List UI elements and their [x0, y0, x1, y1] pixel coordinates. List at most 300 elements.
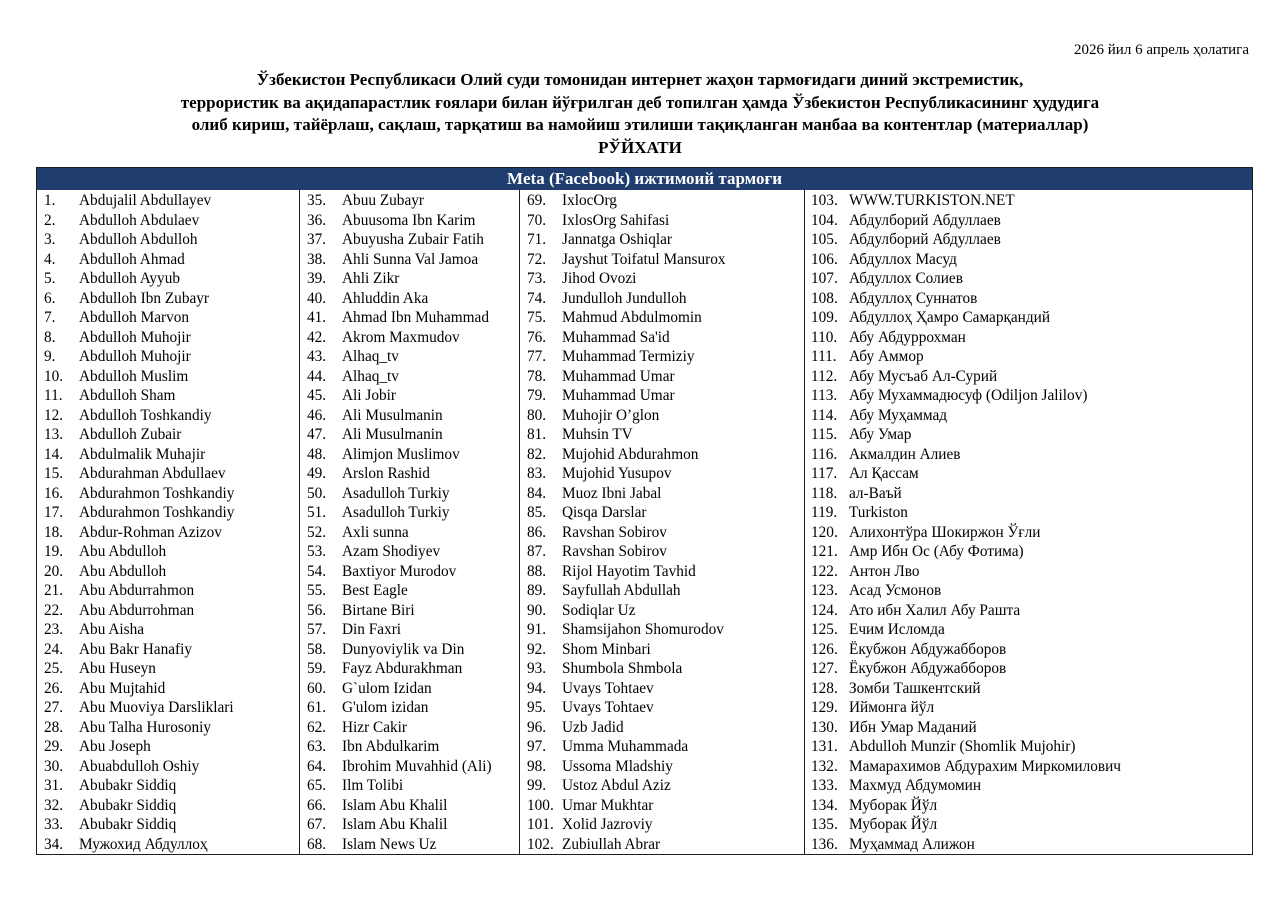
item-name: Abdulloh Marvon [79, 309, 190, 326]
list-item [300, 698, 519, 718]
list-item [805, 464, 1252, 484]
list-item [520, 230, 804, 250]
item-number: 27. [44, 699, 64, 716]
list-item [300, 211, 519, 231]
item-number: 4. [44, 250, 56, 268]
list-item [300, 503, 519, 523]
item-name: Ечим Исломда [849, 621, 945, 638]
list-item [37, 367, 299, 387]
item-name: Abdulmalik Muhajir [79, 445, 206, 463]
item-name: Акмалдин Алиев [849, 445, 961, 463]
title-line: террористик ва ақидапарастлик ғоялари билан йўғрилган деб топилган ҳамда Ўзбекистон Республикасининг ҳудудига [180, 92, 1100, 112]
item-name: Абу Аммор [849, 348, 924, 365]
item-name: Islam News Uz [342, 835, 437, 853]
item-name: IxlocOrg [562, 192, 617, 209]
list-item [37, 835, 299, 855]
item-number: 35. [307, 192, 327, 209]
list-item [300, 269, 519, 289]
item-name: Ussoma Mladshiy [562, 757, 673, 775]
item-number: 39. [307, 270, 327, 287]
list-item [805, 191, 1252, 211]
list-item [520, 328, 804, 348]
item-number: 52. [307, 523, 327, 541]
table-columns [37, 190, 1252, 854]
item-name: Абу Абдуррохман [849, 328, 966, 346]
item-number: 9. [44, 348, 56, 365]
item-name: Абдуллох Солиев [849, 270, 963, 287]
item-number: 14. [44, 445, 64, 463]
list-item [37, 289, 299, 309]
item-name: Muhammad Sa'id [562, 328, 670, 346]
item-name: Muhsin TV [562, 426, 633, 443]
item-number: 80. [527, 406, 547, 424]
item-name: Muhojir O’glon [562, 406, 660, 424]
list-item [520, 269, 804, 289]
item-number: 17. [44, 504, 64, 521]
item-number: 98. [527, 757, 547, 775]
item-number: 108. [811, 289, 838, 307]
item-name: Ali Musulmanin [342, 426, 443, 443]
item-number: 128. [811, 679, 838, 697]
list-item [300, 640, 519, 660]
item-name: Mujohid Yusupov [562, 465, 672, 482]
list-item [805, 523, 1252, 543]
item-number: 19. [44, 543, 64, 560]
item-number: 103. [811, 192, 838, 209]
list-item [37, 562, 299, 582]
section-header: Meta (Facebook) ижтимоий тармоғи [37, 168, 1252, 190]
item-number: 54. [307, 562, 327, 580]
list-item [520, 679, 804, 699]
list-item [805, 367, 1252, 387]
list-item [520, 718, 804, 738]
item-name: Jundulloh Jundulloh [562, 289, 687, 307]
list-item [805, 718, 1252, 738]
list-item [37, 191, 299, 211]
item-number: 58. [307, 640, 327, 658]
item-name: Abu Mujtahid [79, 679, 166, 697]
item-number: 135. [811, 816, 838, 833]
item-number: 33. [44, 816, 64, 833]
item-name: Абу Мусъаб Ал-Сурий [849, 367, 998, 385]
item-name: Ёкубжон Абдужабборов [849, 640, 1007, 658]
list-item [300, 425, 519, 445]
item-name: Abdulloh Muhojir [79, 348, 191, 365]
item-number: 10. [44, 367, 64, 385]
list-item [520, 425, 804, 445]
item-number: 37. [307, 231, 327, 248]
title-line: олиб кириш, тайёрлаш, сақлаш, тарқатиш ва намойиш этилиши тақиқланган манбаа ва контентлар (материаллар) [191, 115, 1089, 134]
item-name: Uzb Jadid [562, 718, 624, 736]
list-item [805, 406, 1252, 426]
item-number: 107. [811, 270, 838, 287]
item-name: Axli sunna [342, 523, 409, 541]
list-item [37, 406, 299, 426]
list-item [37, 386, 299, 406]
item-name: Абдуллоҳ Суннатов [849, 289, 978, 307]
list-item [37, 328, 299, 348]
item-name: Rijol Hayotim Tavhid [562, 562, 696, 580]
item-name: Umma Muhammada [562, 738, 689, 755]
item-number: 36. [307, 211, 327, 229]
item-number: 48. [307, 445, 327, 463]
item-name: Абдулборий Абдуллаев [849, 211, 1001, 229]
list-item [520, 386, 804, 406]
item-name: Муборак Йўл [849, 816, 938, 833]
list-item [520, 523, 804, 543]
item-number: 117. [811, 465, 838, 482]
list-item [805, 835, 1252, 855]
list-item [520, 601, 804, 621]
list-item [300, 191, 519, 211]
item-name: Mahmud Abdulmomin [562, 309, 702, 326]
item-name: Abdulloh Abdulaev [79, 211, 200, 229]
list-item [300, 386, 519, 406]
list-item [805, 386, 1252, 406]
list-item [805, 484, 1252, 504]
table-column [37, 190, 299, 854]
list-item [300, 347, 519, 367]
item-name: Sayfullah Abdullah [562, 582, 681, 599]
item-number: 129. [811, 699, 838, 716]
item-name: Мамарахимов Абдурахим Миркомилович [849, 757, 1121, 775]
list-item [805, 757, 1252, 777]
item-name: Abu Muoviya Darsliklari [79, 699, 234, 716]
item-number: 136. [811, 835, 838, 853]
item-number: 7. [44, 309, 56, 326]
item-name: Abdurahmon Toshkandiy [79, 484, 235, 502]
item-number: 69. [527, 192, 547, 209]
item-number: 68. [307, 835, 327, 853]
list-item [37, 211, 299, 231]
list-item [300, 620, 519, 640]
item-number: 21. [44, 582, 64, 599]
item-name: Turkiston [849, 504, 908, 521]
list-item [520, 796, 804, 816]
item-name: Xolid Jazroviy [562, 816, 653, 833]
list-item [805, 445, 1252, 465]
list-item [37, 445, 299, 465]
list-item [520, 308, 804, 328]
list-item [37, 620, 299, 640]
item-name: Abu Abdulloh [79, 562, 167, 580]
item-number: 71. [527, 231, 547, 248]
item-number: 104. [811, 211, 838, 229]
list-item [520, 484, 804, 504]
item-number: 12. [44, 406, 64, 424]
item-name: WWW.TURKISTON.NET [849, 192, 1015, 209]
item-name: Abdulloh Muslim [79, 367, 189, 385]
item-number: 94. [527, 679, 547, 697]
list-item [37, 425, 299, 445]
list-item [520, 211, 804, 231]
list-item [805, 347, 1252, 367]
item-number: 125. [811, 621, 838, 638]
item-name: Абу Умар [849, 426, 912, 443]
item-number: 45. [307, 387, 327, 404]
list-item [37, 776, 299, 796]
item-number: 47. [307, 426, 327, 443]
list-item [37, 464, 299, 484]
item-name: Abdulloh Sham [79, 387, 176, 404]
list-item [37, 269, 299, 289]
item-number: 124. [811, 601, 838, 619]
item-number: 1. [44, 192, 56, 209]
item-name: Абдулборий Абдуллаев [849, 231, 1001, 248]
item-name: Abu Bakr Hanafiy [79, 640, 192, 658]
item-name: Alimjon Muslimov [342, 445, 460, 463]
item-name: Иймонга йўл [849, 699, 935, 716]
item-number: 32. [44, 796, 64, 814]
item-number: 59. [307, 660, 327, 677]
item-name: Махмуд Абдумомин [849, 777, 982, 794]
list-item [805, 601, 1252, 621]
item-name: Абдуллоҳ Ҳамро Самарқандий [849, 309, 1051, 326]
item-name: Ahluddin Aka [342, 289, 429, 307]
item-number: 106. [811, 250, 838, 268]
item-number: 28. [44, 718, 64, 736]
item-number: 84. [527, 484, 547, 502]
item-number: 88. [527, 562, 547, 580]
list-item [300, 308, 519, 328]
item-number: 74. [527, 289, 547, 307]
item-number: 116. [811, 445, 838, 463]
title-line: РЎЙХАТИ [598, 137, 682, 157]
item-name: Ibrohim Muvahhid (Ali) [342, 757, 492, 775]
item-number: 61. [307, 699, 327, 716]
list-table [36, 167, 1253, 855]
list-item [300, 289, 519, 309]
item-number: 87. [527, 543, 547, 560]
item-number: 133. [811, 777, 838, 794]
item-number: 2. [44, 211, 56, 229]
date-line: 2026 йил 6 апрель ҳолатига [1074, 42, 1249, 58]
list-item [520, 757, 804, 777]
list-item [300, 601, 519, 621]
list-item [37, 737, 299, 757]
list-item [300, 367, 519, 387]
item-name: IxlosOrg Sahifasi [562, 211, 670, 229]
list-item [37, 815, 299, 835]
item-name: Azam Shodiyev [342, 543, 441, 560]
list-item [805, 308, 1252, 328]
item-name: Best Eagle [342, 582, 408, 599]
list-item [520, 289, 804, 309]
item-name: Abdulloh Zubair [79, 426, 182, 443]
item-number: 51. [307, 504, 327, 521]
item-name: Shamsijahon Shomurodov [562, 621, 724, 638]
item-name: Амр Ибн Ос (Абу Фотима) [849, 543, 1024, 560]
item-number: 90. [527, 601, 547, 619]
item-number: 126. [811, 640, 838, 658]
list-item [37, 757, 299, 777]
item-name: Ahli Sunna Val Jamoa [342, 250, 479, 268]
item-name: Abuusoma Ibn Karim [342, 211, 476, 229]
item-number: 64. [307, 757, 327, 775]
list-item [37, 542, 299, 562]
item-name: Jayshut Toifatul Mansurox [562, 250, 726, 268]
item-number: 118. [811, 484, 838, 502]
item-name: Uvays Tohtaev [562, 679, 654, 697]
item-number: 42. [307, 328, 327, 346]
item-name: Fayz Abdurakhman [342, 660, 463, 677]
list-item [300, 542, 519, 562]
item-name: Антон Лво [849, 562, 920, 580]
item-number: 105. [811, 231, 838, 248]
item-number: 73. [527, 270, 547, 287]
list-item [520, 191, 804, 211]
item-number: 31. [44, 777, 64, 794]
item-name: Umar Mukhtar [562, 796, 654, 814]
item-number: 62. [307, 718, 327, 736]
list-item [805, 620, 1252, 640]
item-number: 122. [811, 562, 838, 580]
list-item [37, 581, 299, 601]
list-item [300, 445, 519, 465]
item-name: Алихонтўра Шокиржон Ўғли [849, 523, 1041, 541]
item-name: Abdujalil Abdullayev [79, 192, 212, 209]
list-item [805, 328, 1252, 348]
list-item [300, 523, 519, 543]
item-number: 49. [307, 465, 327, 482]
item-number: 82. [527, 445, 547, 463]
item-name: Abuu Zubayr [342, 192, 424, 209]
item-name: Абдуллох Масуд [849, 250, 957, 268]
item-number: 41. [307, 309, 327, 326]
item-number: 13. [44, 426, 64, 443]
list-item [805, 250, 1252, 270]
list-item [300, 757, 519, 777]
item-name: Abu Huseyn [79, 660, 156, 677]
item-name: Ёкубжон Абдужабборов [849, 660, 1007, 677]
list-item [37, 659, 299, 679]
item-number: 85. [527, 504, 547, 521]
item-name: Uvays Tohtaev [562, 699, 654, 716]
item-name: Муҳаммад Алижон [849, 835, 975, 853]
item-name: Ато ибн Халил Абу Рашта [849, 601, 1021, 619]
list-item [37, 503, 299, 523]
item-name: Baxtiyor Murodov [342, 562, 457, 580]
list-item [520, 776, 804, 796]
list-item [520, 620, 804, 640]
list-item [520, 835, 804, 855]
item-number: 26. [44, 679, 64, 697]
item-name: Ahmad Ibn Muhammad [342, 309, 489, 326]
item-number: 34. [44, 835, 64, 853]
item-name: Alhaq_tv [342, 367, 399, 385]
item-number: 60. [307, 679, 327, 697]
item-name: Abubakr Siddiq [79, 777, 177, 794]
list-item [37, 679, 299, 699]
list-item [37, 484, 299, 504]
item-number: 66. [307, 796, 327, 814]
item-number: 20. [44, 562, 64, 580]
item-name: Abdulloh Munzir (Shomlik Mujohir) [849, 738, 1076, 755]
item-number: 75. [527, 309, 547, 326]
item-number: 44. [307, 367, 327, 385]
item-number: 112. [811, 367, 838, 385]
item-name: Ибн Умар Маданий [849, 718, 977, 736]
item-number: 70. [527, 211, 547, 229]
item-number: 15. [44, 465, 64, 482]
list-item [520, 659, 804, 679]
item-number: 11. [44, 387, 63, 404]
item-name: Abubakr Siddiq [79, 796, 177, 814]
item-name: Shumbola Shmbola [562, 660, 683, 677]
list-item [520, 581, 804, 601]
list-item [300, 464, 519, 484]
item-number: 79. [527, 387, 547, 404]
list-item [805, 425, 1252, 445]
list-item [300, 815, 519, 835]
list-item [37, 523, 299, 543]
item-name: Abu Abdurrahmon [79, 582, 195, 599]
list-item [300, 796, 519, 816]
item-number: 95. [527, 699, 547, 716]
item-name: Абу Муҳаммад [849, 406, 948, 424]
list-item [37, 250, 299, 270]
item-number: 78. [527, 367, 547, 385]
list-item [300, 776, 519, 796]
item-name: Muhammad Termiziy [562, 348, 695, 365]
list-item [520, 464, 804, 484]
list-item [300, 659, 519, 679]
item-number: 109. [811, 309, 838, 326]
item-number: 6. [44, 289, 56, 307]
list-item [805, 815, 1252, 835]
item-name: Ibn Abdulkarim [342, 738, 440, 755]
item-number: 121. [811, 543, 838, 560]
list-item [805, 230, 1252, 250]
item-number: 115. [811, 426, 838, 443]
item-name: Мужохид Абдуллоҳ [79, 835, 208, 853]
list-item [805, 659, 1252, 679]
item-name: G'ulom izidan [342, 699, 429, 716]
item-number: 83. [527, 465, 547, 482]
item-number: 72. [527, 250, 547, 268]
list-item [300, 737, 519, 757]
item-number: 25. [44, 660, 64, 677]
item-name: Abdulloh Ayyub [79, 270, 181, 287]
list-item [520, 698, 804, 718]
item-name: Ravshan Sobirov [562, 523, 667, 541]
item-name: Abdulloh Ibn Zubayr [79, 289, 210, 307]
item-name: Abubakr Siddiq [79, 816, 177, 833]
item-name: Arslon Rashid [342, 465, 430, 482]
title-line: Ўзбекистон Республикаси Олий суди томонидан интернет жаҳон тармоғидаги диний экстремистик, [256, 70, 1024, 89]
item-number: 22. [44, 601, 64, 619]
list-item [520, 542, 804, 562]
item-number: 5. [44, 270, 56, 287]
item-number: 114. [811, 406, 838, 424]
item-number: 127. [811, 660, 838, 677]
item-number: 30. [44, 757, 64, 775]
list-item [805, 211, 1252, 231]
list-item [520, 250, 804, 270]
item-name: Islam Abu Khalil [342, 816, 448, 833]
list-item [805, 581, 1252, 601]
item-number: 111. [811, 348, 837, 365]
item-number: 96. [527, 718, 547, 736]
item-name: Shom Minbari [562, 640, 651, 658]
item-name: Ali Musulmanin [342, 406, 443, 424]
item-number: 113. [811, 387, 838, 404]
item-name: Zubiullah Abrar [562, 835, 661, 853]
item-name: Abu Abdurrohman [79, 601, 195, 619]
item-name: Ustoz Abdul Aziz [562, 777, 671, 794]
item-name: Abu Abdulloh [79, 543, 167, 560]
item-number: 134. [811, 796, 838, 814]
